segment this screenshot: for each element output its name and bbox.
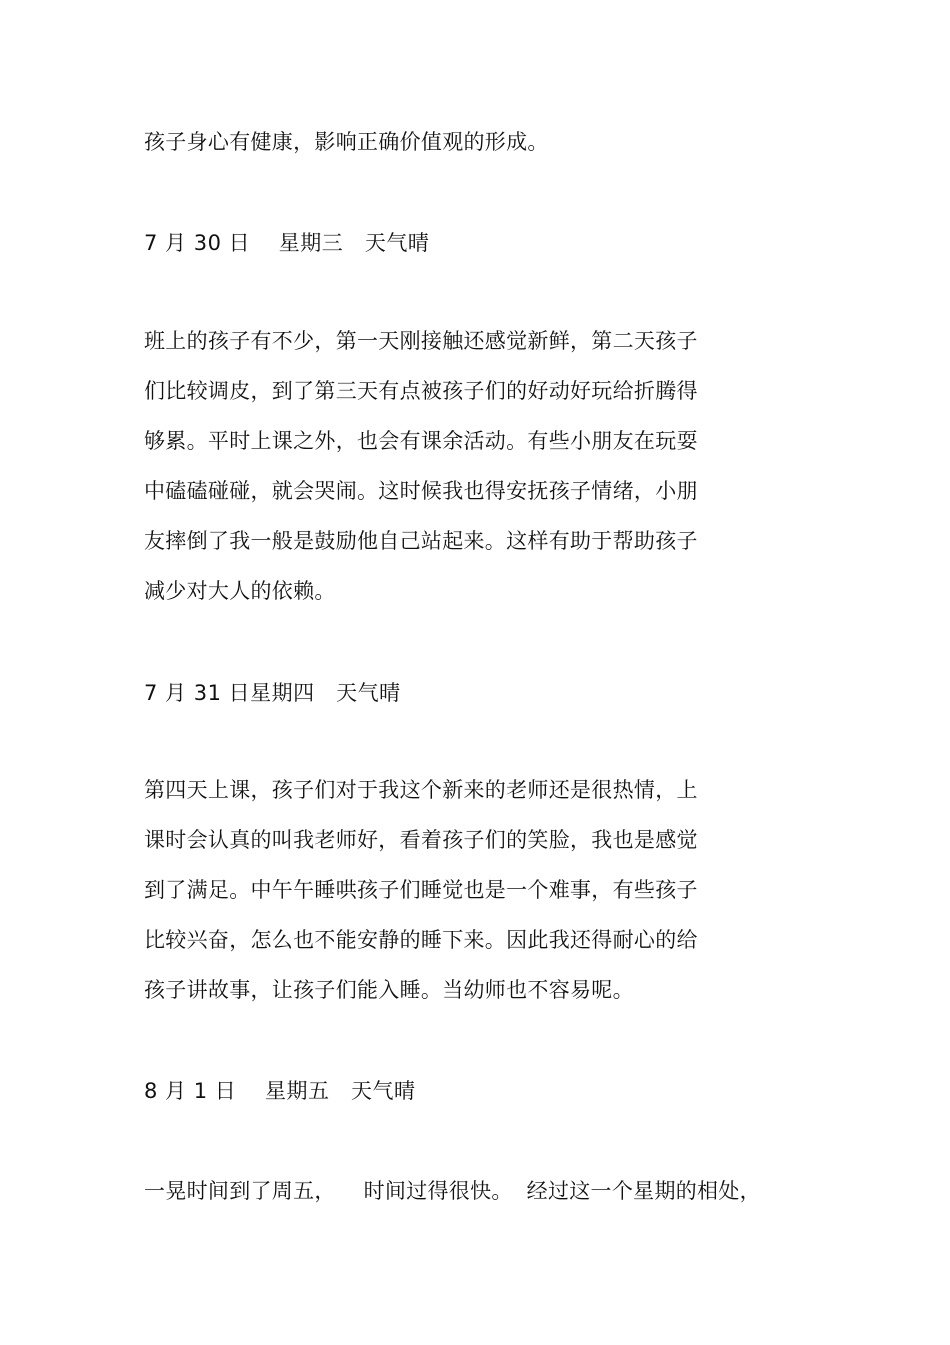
paragraph-line: 到了满足。中午午睡哄孩子们睡觉也是一个难事，有些孩子 — [144, 878, 698, 902]
entry-heading-jul-31: 7 月 31 日星期四 天气晴 — [144, 681, 401, 705]
paragraph-line: 孩子讲故事，让孩子们能入睡。当幼师也不容易呢。 — [144, 978, 634, 1002]
paragraph-line: 们比较调皮，到了第三天有点被孩子们的好动好玩给折腾得 — [144, 379, 698, 403]
paragraph-line: 课时会认真的叫我老师好，看着孩子们的笑脸，我也是感觉 — [144, 828, 698, 852]
paragraph-line: 第四天上课，孩子们对于我这个新来的老师还是很热情，上 — [144, 778, 698, 802]
paragraph-line: 班上的孩子有不少，第一天刚接触还感觉新鲜，第二天孩子 — [144, 329, 698, 353]
paragraph-line: 一晃时间到了周五， 时间过得很快。 经过这一个星期的相处， — [144, 1179, 761, 1203]
entry-heading-aug-1: 8 月 1 日 星期五 天气晴 — [144, 1079, 416, 1103]
entry-heading-jul-30: 7 月 30 日 星期三 天气晴 — [144, 231, 430, 255]
paragraph-line: 中磕磕碰碰，就会哭闹。这时候我也得安抚孩子情绪，小朋 — [144, 479, 698, 503]
paragraph-line: 减少对大人的依赖。 — [144, 579, 336, 603]
paragraph-line: 友摔倒了我一般是鼓励他自己站起来。这样有助于帮助孩子 — [144, 529, 698, 553]
paragraph-line: 孩子身心有健康，影响正确价值观的形成。 — [144, 130, 549, 154]
paragraph-line: 比较兴奋，怎么也不能安静的睡下来。因此我还得耐心的给 — [144, 928, 698, 952]
paragraph-line: 够累。平时上课之外，也会有课余活动。有些小朋友在玩耍 — [144, 429, 698, 453]
